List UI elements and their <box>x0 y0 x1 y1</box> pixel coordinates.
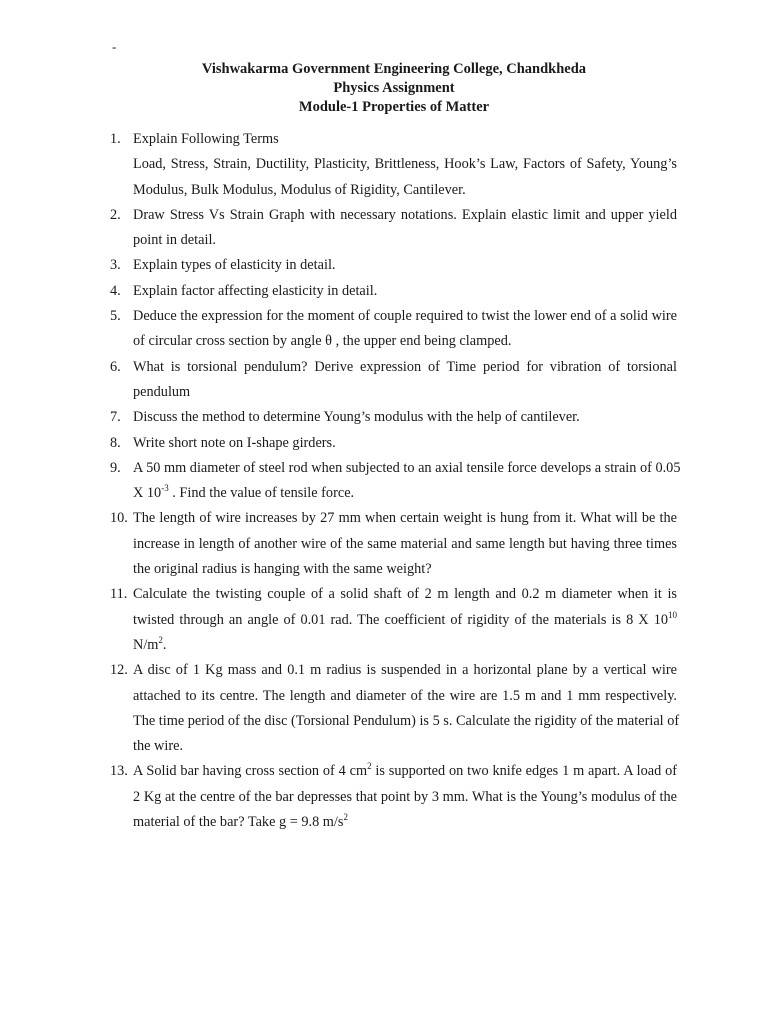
question-item <box>112 582 677 658</box>
question-number: 11. <box>110 586 128 603</box>
question-text-line: A disc of 1 Kg mass and 0.1 m radius is suspended in a horizontal plane by a vertical wire <box>133 662 677 679</box>
question-number: 10. <box>110 510 128 527</box>
question-text-line <box>133 759 677 784</box>
question-text-line: What is torsional pendulum? Derive expression of Time period for vibration of torsional <box>133 358 677 375</box>
question-item <box>112 203 677 254</box>
question-item <box>112 355 677 406</box>
question-text-line: Deduce the expression for the moment of couple required to twist the lower end of a solid wire <box>133 308 677 325</box>
text-fragment: A Solid bar having cross section of 4 cm <box>133 763 368 780</box>
question-number: 8. <box>110 434 121 451</box>
question-text-line: The time period of the disc (Torsional Pendulum) is 5 s. Calculate the rigidity of the material of <box>133 712 680 729</box>
question-text-line: pendulum <box>133 383 191 400</box>
question-text-line: attached to its centre. The length and diameter of the wire are 1.5 m and 1 mm respectively. <box>133 687 677 704</box>
question-item <box>110 456 681 507</box>
question-text-line: the wire. <box>133 738 184 755</box>
question-item <box>112 304 677 355</box>
superscript: -3 <box>161 483 169 494</box>
question-number: 5. <box>110 308 121 325</box>
question-item <box>112 506 677 582</box>
text-fragment: X 10 <box>133 485 162 502</box>
question-text-line: 2 Kg at the centre of the bar depresses that point by 3 mm. What is the Young’s modulus of the <box>133 788 677 805</box>
question-number: 1. <box>110 131 121 147</box>
question-number: 3. <box>110 257 121 274</box>
question-text-line: Discuss the method to determine Young’s modulus with the help of cantilever. <box>133 409 580 426</box>
question-number: 12. <box>110 662 128 679</box>
question-number: 6. <box>110 358 121 375</box>
text-fragment: material of the bar? Take g = 9.8 m/s <box>133 814 344 831</box>
top-mark: - <box>112 39 117 54</box>
question-item <box>112 431 677 456</box>
question-text-line: Draw Stress Vs Strain Graph with necessary notations. Explain elastic limit and upper yield <box>133 206 677 223</box>
question-text-line: increase in length of another wire of the same material and same length but having three times <box>133 535 677 552</box>
question-item <box>110 658 680 759</box>
question-text-line: Write short note on I-shape girders. <box>133 434 336 451</box>
question-text-line <box>133 481 677 506</box>
question-text-line <box>133 810 677 835</box>
question-item <box>112 253 677 278</box>
question-number: 7. <box>110 409 121 426</box>
superscript: 2 <box>343 812 348 823</box>
text-fragment: . <box>162 636 167 653</box>
superscript: 10 <box>668 609 677 620</box>
question-text-line: of circular cross section by angle θ , the upper end being clamped. <box>133 333 512 350</box>
document-header <box>0 60 768 117</box>
question-item <box>112 759 677 835</box>
question-text-line <box>133 608 677 633</box>
question-text-line: Explain factor affecting elasticity in detail. <box>133 282 378 299</box>
question-text-line: Modulus, Bulk Modulus, Modulus of Rigidity, Cantilever. <box>133 181 466 198</box>
question-number: 13. <box>110 763 128 780</box>
superscript: 2 <box>158 634 163 645</box>
question-text-line <box>133 633 677 658</box>
question-text-line: Load, Stress, Strain, Ductility, Plasticity, Brittleness, Hook’s Law, Factors of Safety, Young’s <box>133 156 677 173</box>
question-item <box>112 127 677 203</box>
question-number: 2. <box>110 206 121 223</box>
question-number: 4. <box>110 282 121 299</box>
text-fragment: . Find the value of tensile force. <box>168 485 355 502</box>
college-name: Vishwakarma Government Engineering College, Chandkheda <box>201 61 587 77</box>
question-item <box>112 279 677 304</box>
question-text-line: the original radius is hanging with the same weight? <box>133 561 432 578</box>
question-text-line: Calculate the twisting couple of a solid shaft of 2 m length and 0.2 m diameter when it is <box>133 586 677 603</box>
module-title: Module-1 Properties of Matter <box>298 99 490 115</box>
text-fragment: twisted through an angle of 0.01 rad. The coefficient of rigidity of the materials is 8 X 10 <box>133 611 668 628</box>
subject-title: Physics Assignment <box>333 80 455 96</box>
question-number: 9. <box>110 459 121 476</box>
text-fragment: is supported on two knife edges 1 m apart. A load of <box>371 763 677 780</box>
question-text-line: Explain Following Terms <box>133 131 279 147</box>
question-text-line: Explain types of elasticity in detail. <box>133 257 336 274</box>
question-item <box>112 405 677 430</box>
superscript: 2 <box>367 761 372 772</box>
question-text-line: point in detail. <box>133 232 216 249</box>
question-list <box>110 127 681 835</box>
question-text-line: The length of wire increases by 27 mm when certain weight is hung from it. What will be the <box>133 510 677 527</box>
text-fragment: N/m <box>133 636 159 653</box>
question-text-line: A 50 mm diameter of steel rod when subjected to an axial tensile force develops a strain of 0.05 <box>133 459 681 476</box>
